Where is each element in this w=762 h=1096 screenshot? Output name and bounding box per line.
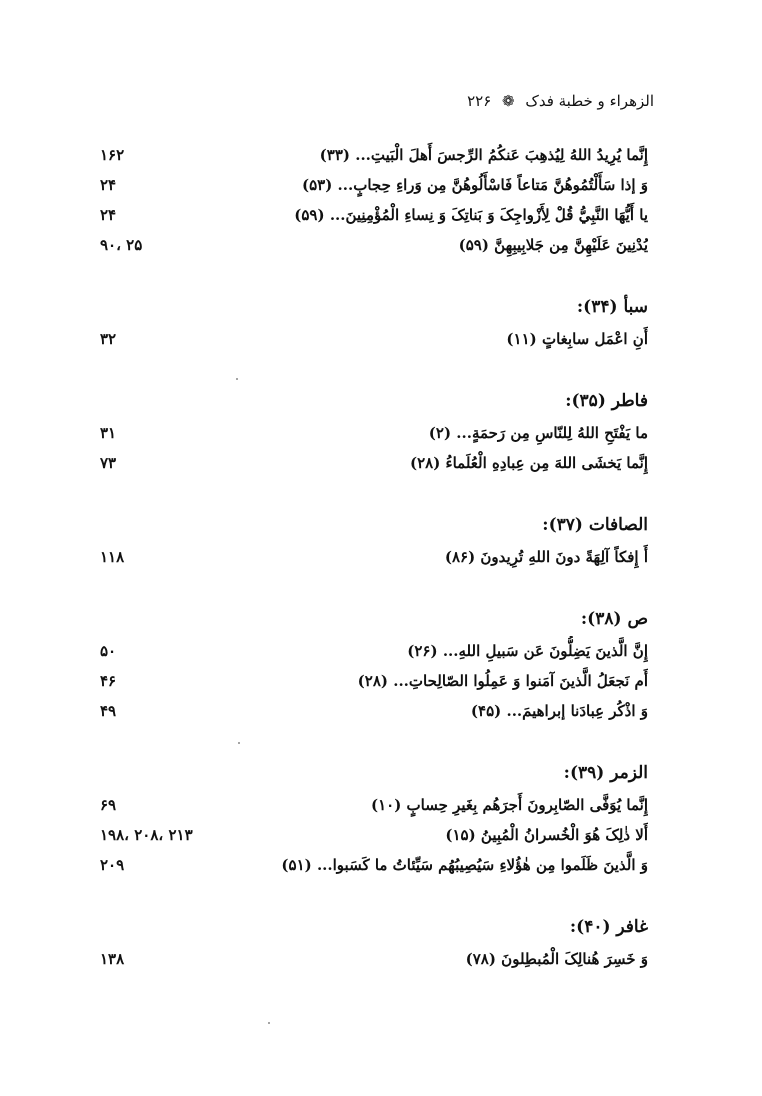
index-entry [100,200,648,230]
index-section-saba [100,290,648,354]
running-header [467,92,654,110]
page-number: ۲۲۶ [467,92,492,110]
page-references: ۳۲ [100,330,117,348]
scan-speck [238,742,240,744]
surah-heading: فاطر (۳۵): [565,391,648,411]
page-references: ۹۰، ۲۵ [100,236,143,254]
verse-text: ما يَفْتَحِ اللهُ لِلنّاسِ مِن رَحمَةٍ... (۲) [428,424,648,442]
index-section-zumar [100,756,648,880]
verse-text: وَ اذْكُر عِبادَنا إبراهيمَ... (۴۵) [470,702,648,720]
index-section-ghafir [100,910,648,974]
verse-text: إِنَّما يُرِيدُ اللهُ لِيُذهِبَ عَنكُمُ الرِّجسَ أَهلَ الْبَيتِ... (۳۳) [319,146,648,164]
page-references: ۴۹ [100,702,117,720]
verse-text: إِنَّ الَّذينَ يَضِلُّونَ عَن سَبيلِ اللهِ... (۲۶) [407,642,648,660]
page-references: ۳۱ [100,424,117,442]
verse-text: وَ إذا سَأَلْتُمُوهُنَّ مَتاعاً فَاسْأَلُوهُنَّ مِن وَراءِ حِجابٍ... (۵۳) [301,176,648,194]
page-references: ۱۹۸، ۲۰۸، ۲۱۳ [100,826,193,844]
verse-text: أَ إِفکاً آلِهَةً دونَ اللهِ تُرِيدونَ (۸۶) [444,548,648,566]
surah-heading: سبأ (۳۴): [576,297,648,317]
page-references: ۴۶ [100,672,117,690]
page-references: ۱۳۸ [100,950,125,968]
verse-text: وَ خَسِرَ هُنالِکَ الْمُبطِلونَ (۷۸) [465,950,648,968]
page-references: ۲۴ [100,176,117,194]
index-section-fatir [100,384,648,478]
surah-heading: الصافات (۳۷): [542,515,648,535]
index-entry [100,636,648,666]
verse-text: يا أَيُّهَا النَّبِيُّ قُلْ لِأَزْواجِکَ وَ بَناتِکَ وَ نِساءِ الْمُؤْمِنِينَ... (۵۹) [294,206,648,224]
index-entry [100,230,648,260]
page-references: ۷۳ [100,454,117,472]
scan-speck [236,378,238,380]
verse-text: أَم نَجعَلُ الَّذينَ آمَنوا وَ عَمِلُوا الصّالِحاتِ... (۲۸) [357,672,648,690]
index-section [100,140,648,260]
index-entry [100,790,648,820]
scan-speck [268,1022,270,1024]
verse-index [100,140,648,974]
verse-text: يُدْنِينَ عَلَيْهِنَّ مِن جَلابِيبِهِنَّ (۵۹) [458,236,648,254]
verse-text: إِنَّما يَخشَى اللهَ مِن عِبادِهِ الْعُلَماءُ (۲۸) [409,454,648,472]
index-entry [100,696,648,726]
index-entry [100,324,648,354]
surah-heading: الزمر (۳۹): [563,763,648,783]
index-entry [100,448,648,478]
index-entry [100,140,648,170]
verse-text: أَلا ذٰلِکَ هُوَ الْخُسرانُ الْمُبِينُ (۱۵) [445,826,648,844]
surah-heading: غافر (۴۰): [569,917,648,937]
index-section-saffat [100,508,648,572]
page-references: ۱۱۸ [100,548,125,566]
verse-text: إِنَّما يُوَفَّى الصّابِرونَ أَجرَهُم بِغَيرِ حِسابٍ (۱۰) [370,796,648,814]
index-entry [100,850,648,880]
index-entry [100,666,648,696]
book-title: الزهراء و خطبة فدک [525,92,654,110]
index-section-sad [100,602,648,726]
index-entry [100,418,648,448]
surah-heading: ص (۳۸): [580,609,648,629]
index-entry [100,820,648,850]
index-entry [100,170,648,200]
index-entry [100,542,648,572]
page-references: ۵۰ [100,642,117,660]
page-references: ۱۶۲ [100,146,125,164]
page-references: ۶۹ [100,796,117,814]
separator-ornament: ❁ [502,92,515,110]
page-references: ۲۴ [100,206,117,224]
page-references: ۲۰۹ [100,856,125,874]
index-entry [100,944,648,974]
verse-text: أَنِ اعْمَل سابِغاتٍ (۱۱) [506,330,648,348]
verse-text: وَ الَّذينَ ظَلَموا مِن هٰؤُلاءِ سَيُصِيبُهُم سَيِّئاتُ ما كَسَبوا... (۵۱) [281,856,648,874]
